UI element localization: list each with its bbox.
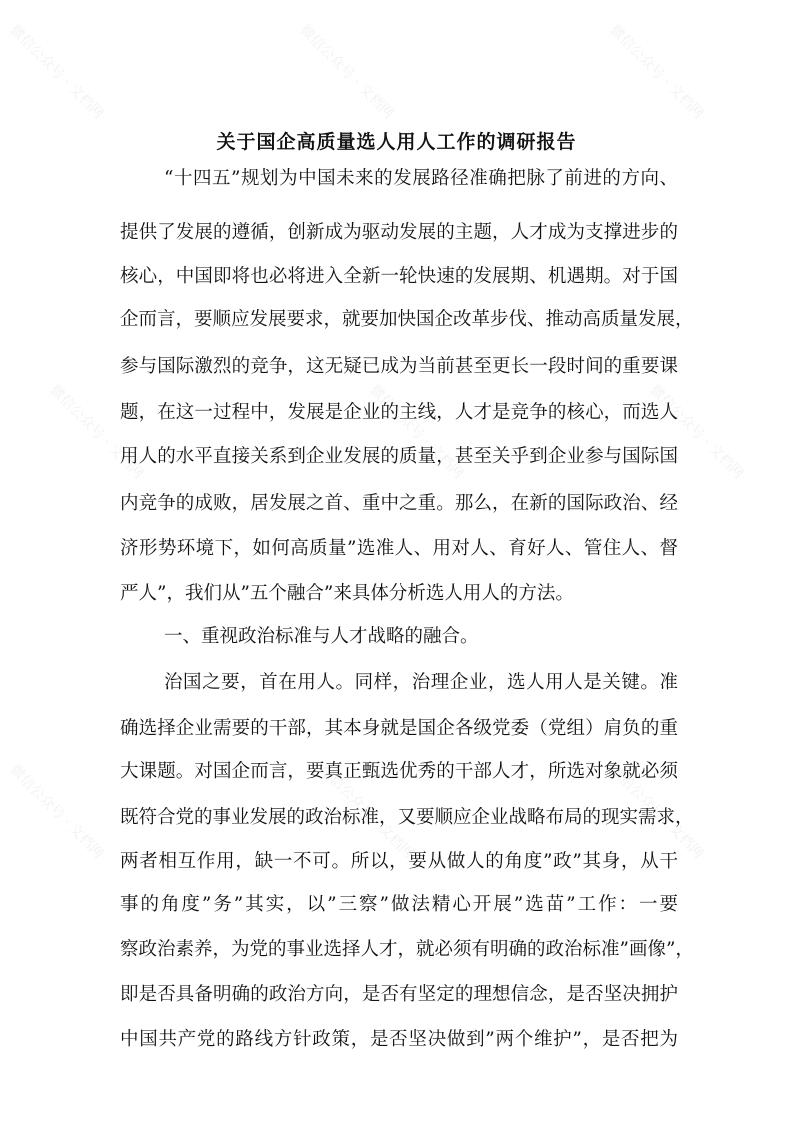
watermark: 微信公众号 · 文档网 bbox=[316, 762, 417, 863]
text-line: 两者相互作用，缺一不可。所以，要从做人的角度”政”其身，从干 bbox=[120, 851, 678, 872]
text-line: 确选择企业需要的干部，其本身就是国企各级党委（党组）肩负的重 bbox=[120, 718, 678, 739]
text-line: “十四五”规划为中国未来的发展路径准确把脉了前进的方向、 bbox=[164, 168, 678, 189]
watermark: 微信公众号 · 文档网 bbox=[46, 382, 147, 483]
text-line: 即是否具备明确的政治方向，是否有坚定的理想信念，是否坚决拥护 bbox=[120, 984, 678, 1005]
text-line: 核心，中国即将也必将进入全新一轮快速的发展期、机遇期。对于国 bbox=[120, 266, 678, 287]
watermark: 微信公众号 · 文档网 bbox=[606, 22, 707, 123]
text-line: 治国之要，首在用人。同样，治理企业，选人用人是关键。准 bbox=[164, 672, 678, 693]
watermark: 微信公众号 · 文档网 bbox=[296, 22, 397, 123]
text-line: 参与国际激烈的竞争，这无疑已成为当前甚至更长一段时间的重要课 bbox=[120, 356, 678, 377]
watermark: 微信公众号 · 文档网 bbox=[6, 762, 107, 863]
text-line: 既符合党的事业发展的政治标准，又要顺应企业战略布局的现实需求， bbox=[120, 807, 694, 828]
text-line: 大课题。对国企而言，要真正甄选优秀的干部人才，所选对象就必须 bbox=[120, 761, 678, 782]
text-line: 提供了发展的遵循，创新成为驱动发展的主题，人才成为支撑进步的 bbox=[120, 222, 678, 243]
watermark: 微信公众号 · 文档网 bbox=[646, 382, 747, 483]
document-title: 关于国企高质量选人用人工作的调研报告 bbox=[216, 131, 577, 153]
watermark: 微信公众号 · 文档网 bbox=[6, 22, 107, 123]
text-line: 用人的水平直接关系到企业发展的质量，甚至关乎到企业参与国际国 bbox=[120, 446, 678, 467]
text-line: 严人”，我们从”五个融合”来具体分析选人用人的方法。 bbox=[120, 583, 574, 604]
text-line: 察政治素养，为党的事业选择人才，就必须有明确的政治标准”画像”， bbox=[120, 939, 694, 960]
text-line: 济形势环境下，如何高质量”选准人、用对人、育好人、管住人、督 bbox=[120, 538, 678, 559]
text-line: 内竞争的成败，居发展之首、重中之重。那么，在新的国际政治、经 bbox=[120, 493, 678, 514]
watermark: 微信公众号 · 文档网 bbox=[606, 762, 707, 863]
text-line: 题，在这一过程中，发展是企业的主线，人才是竞争的核心，而选人 bbox=[120, 402, 678, 423]
text-line: 中国共产党的路线方针政策，是否坚决做到”两个维护”，是否把为 bbox=[120, 1029, 678, 1050]
text-line: 事的角度”务”其实，以”三察”做法精心开展”选苗”工作：一要 bbox=[120, 894, 678, 915]
section-heading: 一、重视政治标准与人才战略的融合。 bbox=[164, 626, 479, 647]
watermark: 微信公众号 · 文档网 bbox=[366, 382, 467, 483]
text-line: 企而言，要顺应发展要求，就要加快国企改革步伐、推动高质量发展， bbox=[120, 309, 694, 330]
